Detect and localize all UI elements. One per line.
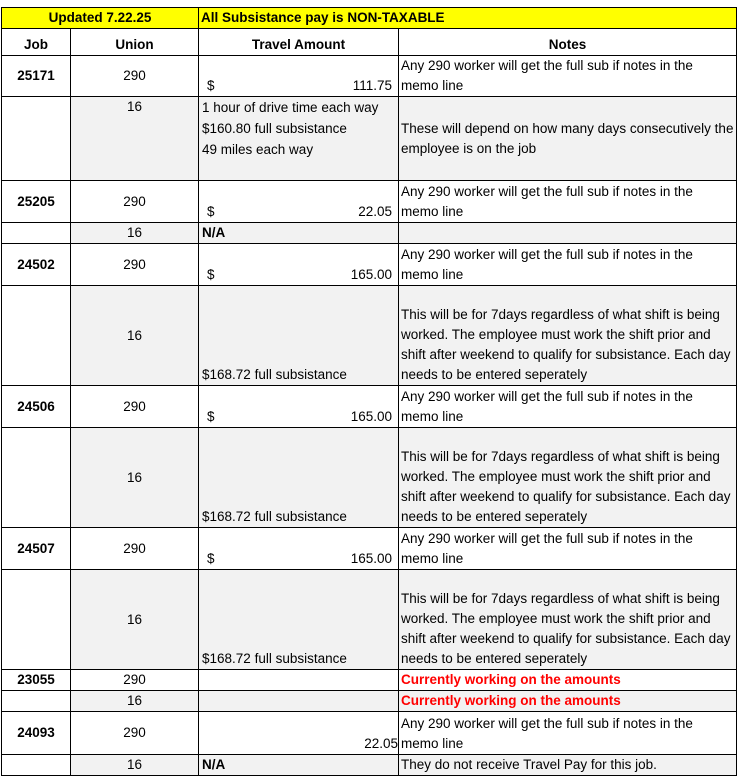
table-row [2,712,737,755]
travel-amount-cell[interactable]: $168.72 full subsistance [199,428,399,528]
drive-time-line: 1 hour of drive time each way [202,100,379,115]
job-cell[interactable]: 25205 [2,181,71,223]
notes-cell[interactable]: They do not receive Travel Pay for this job. [399,755,737,776]
job-cell-empty[interactable] [2,570,71,670]
travel-amount-cell[interactable]: $168.72 full subsistance [199,570,399,670]
table-row [2,386,737,428]
union-cell[interactable]: 16 [71,691,199,712]
travel-amount-cell[interactable] [199,97,399,181]
travel-amount-cell-empty[interactable] [199,670,399,691]
table-row [2,97,737,181]
header-travel-amount[interactable]: Travel Amount [199,29,399,56]
travel-amount-cell[interactable] [199,528,399,570]
job-cell[interactable]: 24506 [2,386,71,428]
job-cell-empty[interactable] [2,428,71,528]
notes-cell-empty[interactable] [399,223,737,244]
full-sub-line: $160.80 full subsistance [202,121,347,136]
union-cell[interactable]: 290 [71,56,199,97]
amount-value: 22.05 [358,204,393,219]
union-cell[interactable]: 16 [71,428,199,528]
currency-symbol: $ [207,267,215,282]
union-cell[interactable]: 290 [71,670,199,691]
table-row [2,244,737,286]
union-cell[interactable]: 16 [71,286,199,386]
union-cell[interactable]: 290 [71,244,199,286]
table-row [2,755,737,776]
union-cell[interactable]: 16 [71,570,199,670]
notes-cell[interactable]: Any 290 worker will get the full sub if notes in the memo line [399,244,737,286]
job-cell-empty[interactable] [2,691,71,712]
travel-amount-cell[interactable] [199,56,399,97]
travel-amount-cell[interactable] [199,244,399,286]
notes-cell[interactable]: Any 290 worker will get the full sub if notes in the memo line [399,181,737,223]
table-row [2,570,737,670]
banner-row [2,8,737,29]
job-cell[interactable]: 24507 [2,528,71,570]
union-cell[interactable]: 290 [71,181,199,223]
notes-cell[interactable]: This will be for 7days regardless of what shift is being worked. The employee must work the shift prior and shift after weekend to qualify for subsistance. Each day needs to be entered seperately [399,286,737,386]
notes-cell[interactable]: This will be for 7days regardless of what shift is being worked. The employee must work the shift prior and shift after weekend to qualify for subsistance. Each day needs to be entered seperately [399,570,737,670]
union-cell[interactable]: 290 [71,386,199,428]
union-cell[interactable]: 290 [71,712,199,755]
currency-symbol: $ [207,204,215,219]
updated-label[interactable]: Updated 7.22.25 [2,8,199,29]
table-row [2,691,737,712]
job-cell-empty[interactable] [2,223,71,244]
banner-title[interactable]: All Subsistance pay is NON-TAXABLE [199,8,737,29]
miles-line: 49 miles each way [202,142,314,157]
job-cell[interactable]: 25171 [2,56,71,97]
travel-amount-cell[interactable]: N/A [199,223,399,244]
currency-symbol: $ [207,409,215,424]
amount-value: 165.00 [350,551,393,566]
travel-amount-cell[interactable]: N/A [199,755,399,776]
currency-symbol: $ [207,551,215,566]
table-row [2,428,737,528]
notes-cell[interactable]: Any 290 worker will get the full sub if notes in the memo line [399,712,737,755]
header-row [2,29,737,56]
notes-cell[interactable]: Currently working on the amounts [399,691,737,712]
union-cell[interactable]: 290 [71,528,199,570]
job-cell-empty[interactable] [2,755,71,776]
notes-cell[interactable]: Any 290 worker will get the full sub if notes in the memo line [399,56,737,97]
notes-cell[interactable]: This will be for 7days regardless of what shift is being worked. The employee must work the shift prior and shift after weekend to qualify for subsistance. Each day needs to be entered seperately [399,428,737,528]
currency-symbol: $ [207,78,215,93]
amount-value: 165.00 [350,267,393,282]
travel-amount-cell[interactable] [199,386,399,428]
job-cell[interactable]: 24502 [2,244,71,286]
notes-cell[interactable]: Currently working on the amounts [399,670,737,691]
job-cell[interactable]: 24093 [2,712,71,755]
table-row [2,181,737,223]
travel-amount-cell[interactable] [199,181,399,223]
header-job[interactable]: Job [2,29,71,56]
table-row [2,56,737,97]
union-cell[interactable]: 16 [71,223,199,244]
notes-cell[interactable]: Any 290 worker will get the full sub if notes in the memo line [399,386,737,428]
header-union[interactable]: Union [71,29,199,56]
table-row [2,670,737,691]
table-row [2,528,737,570]
job-cell-empty[interactable] [2,286,71,386]
amount-value: 165.00 [350,409,393,424]
subsistence-sheet [1,7,737,776]
union-cell[interactable]: 16 [71,755,199,776]
header-notes[interactable]: Notes [399,29,737,56]
amount-value: 111.75 [352,78,393,93]
job-cell[interactable]: 23055 [2,670,71,691]
travel-amount-cell[interactable]: $168.72 full subsistance [199,286,399,386]
notes-cell[interactable]: These will depend on how many days consecutively the employee is on the job [399,97,737,181]
job-cell-empty[interactable] [2,97,71,181]
table-row [2,286,737,386]
table-row [2,223,737,244]
union-cell[interactable]: 16 [71,97,199,181]
travel-amount-cell-empty[interactable] [199,691,399,712]
travel-amount-cell[interactable]: 22.05 [199,712,399,755]
notes-cell[interactable]: Any 290 worker will get the full sub if notes in the memo line [399,528,737,570]
